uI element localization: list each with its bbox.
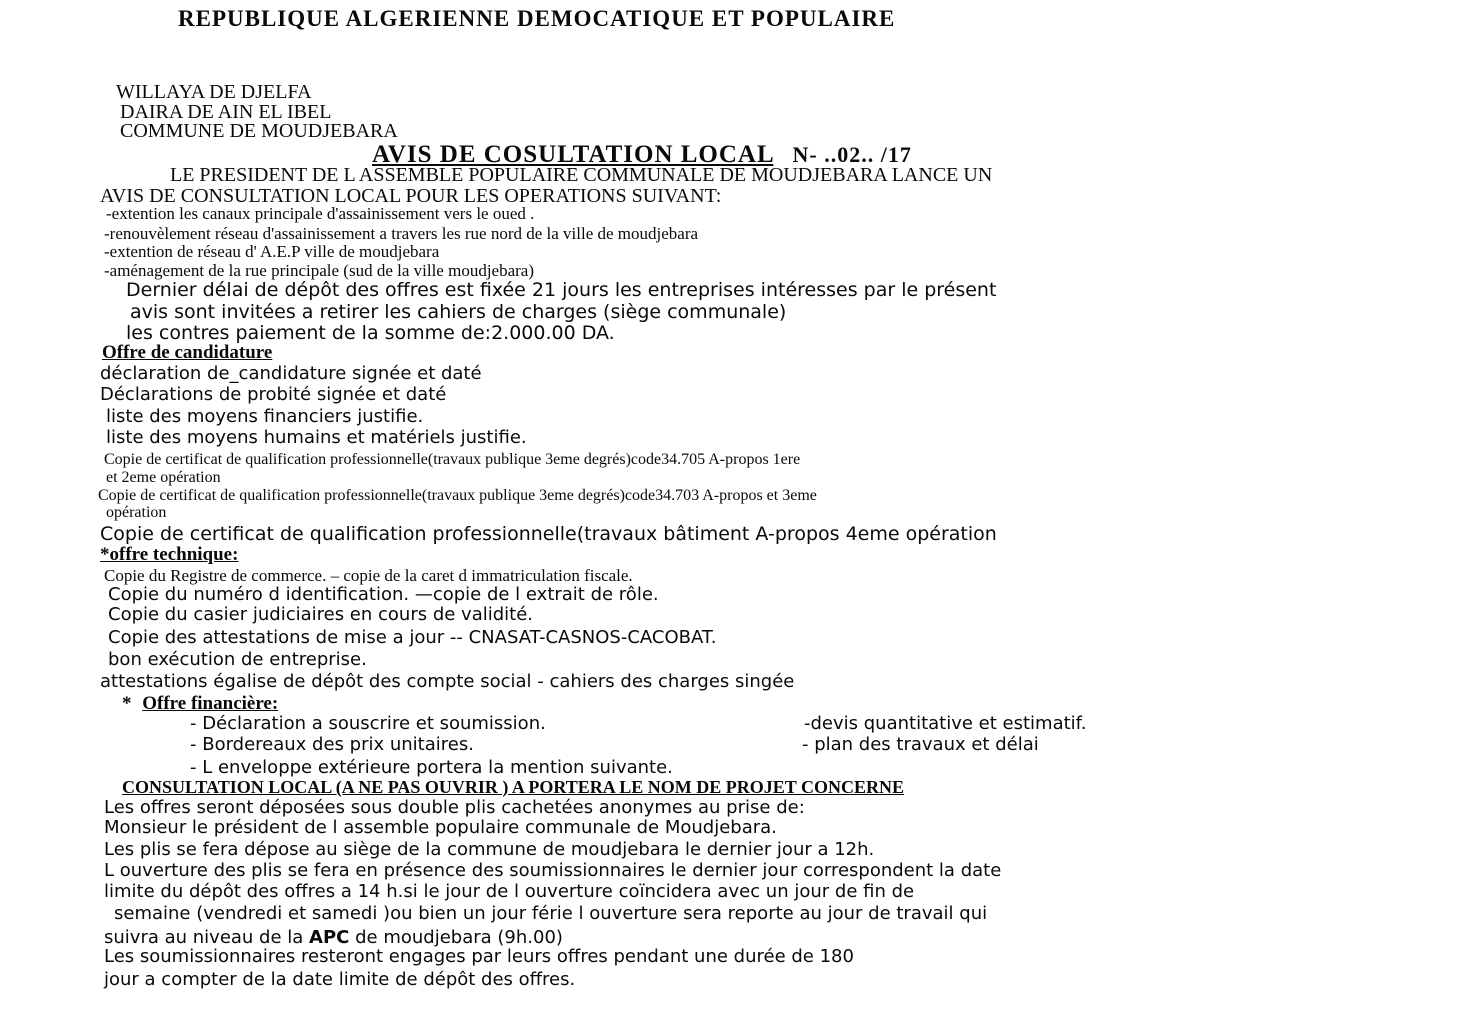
daira-line: DAIRA DE AIN EL IBEL bbox=[120, 101, 332, 123]
technique-heading: *offre technique: bbox=[100, 544, 239, 565]
intro-line-2: AVIS DE CONSULTATION LOCAL POUR LES OPERATIONS SUIVANT: bbox=[100, 185, 722, 207]
notice-title: AVIS DE COSULTATION LOCAL bbox=[372, 141, 774, 168]
operation-item: -renouvèlement réseau d'assainissement a travers les rue nord de la ville de moudjebara bbox=[104, 224, 699, 243]
notice-number: N- ..02.. /17 bbox=[792, 142, 912, 167]
closing-line: semaine (vendredi et samedi )ou bien un jour férie l ouverture sera reporte au jour de travail qui bbox=[114, 903, 988, 924]
financiere-bullet: * bbox=[122, 693, 132, 714]
financiere-item: - L enveloppe extérieure portera la mention suivante. bbox=[190, 757, 673, 778]
apc-text-before: suivra au niveau de la bbox=[104, 927, 310, 948]
technique-item: bon exécution de entreprise. bbox=[108, 649, 367, 670]
envelope-mention: CONSULTATION LOCAL (A NE PAS OUVRIR ) A PORTERA LE NOM DE PROJET CONCERNE bbox=[122, 777, 904, 797]
apc-bold: APC bbox=[309, 927, 350, 948]
republic-heading: REPUBLIQUE ALGERIENNE DEMOCATIQUE ET POPULAIRE bbox=[178, 6, 896, 31]
financiere-item: -devis quantitative et estimatif. bbox=[804, 713, 1087, 734]
financiere-item: - Déclaration a souscrire et soumission. bbox=[190, 713, 546, 734]
closing-line: jour a compter de la date limite de dépôt des offres. bbox=[104, 969, 576, 990]
financiere-item: - Bordereaux des prix unitaires. bbox=[190, 734, 474, 755]
deadline-line-2: avis sont invitées a retirer les cahiers de charges (siège communale) bbox=[130, 301, 787, 323]
closing-line: L ouverture des plis se fera en présence des soumissionnaires le dernier jour correspondent la date bbox=[104, 860, 1002, 881]
closing-line: Monsieur le président de l assemble populaire communale de Moudjebara. bbox=[104, 817, 777, 838]
candidature-heading: Offre de candidature bbox=[102, 342, 273, 363]
candidature-item: Copie de certificat de qualification professionnelle(travaux bâtiment A-propos 4eme opération bbox=[100, 523, 997, 545]
candidature-item: liste des moyens financiers justifie. bbox=[106, 406, 424, 427]
candidature-item: déclaration de_candidature signée et daté bbox=[100, 363, 482, 384]
technique-item: Copie des attestations de mise a jour -- CNASAT-CASNOS-CACOBAT. bbox=[108, 627, 717, 648]
closing-line: limite du dépôt des offres a 14 h.si le jour de l ouverture coïncidera avec un jour de fin de bbox=[104, 881, 915, 902]
technique-item: Copie du Registre de commerce. – copie de la caret d immatriculation fiscale. bbox=[104, 566, 633, 585]
operation-item: -extention de réseau d' A.E.P ville de moudjebara bbox=[104, 242, 440, 261]
closing-line: Les offres seront déposées sous double plis cachetées anonymes au prise de: bbox=[104, 797, 805, 818]
deadline-line-3: les contres paiement de la somme de:2.000.00 DA. bbox=[126, 322, 615, 344]
deadline-line-1: Dernier délai de dépôt des offres est fixée 21 jours les entreprises intéresses par le présent bbox=[126, 279, 997, 301]
apc-text-after: de moudjebara (9h.00) bbox=[349, 927, 563, 948]
commune-line: COMMUNE DE MOUDJEBARA bbox=[120, 120, 398, 142]
willaya-line: WILLAYA DE DJELFA bbox=[116, 81, 312, 103]
financiere-heading-row bbox=[122, 694, 278, 713]
candidature-item: Copie de certificat de qualification professionnelle(travaux publique 3eme degrés)code34.703 A-propos et 3eme bbox=[98, 487, 817, 504]
technique-item: Copie du casier judiciaires en cours de validité. bbox=[108, 604, 534, 625]
closing-line: Les plis se fera dépose au siège de la commune de moudjebara le dernier jour a 12h. bbox=[104, 839, 875, 860]
financiere-item: - plan des travaux et délai bbox=[802, 734, 1039, 755]
closing-line-apc bbox=[104, 929, 563, 947]
financiere-heading: Offre financière: bbox=[142, 693, 279, 714]
intro-line-1: LE PRESIDENT DE L ASSEMBLE POPULAIRE COMMUNALE DE MOUDJEBARA LANCE UN bbox=[170, 164, 993, 186]
candidature-item: Déclarations de probité signée et daté bbox=[100, 384, 447, 405]
closing-line: Les soumissionnaires resteront engages par leurs offres pendant une durée de 180 bbox=[104, 946, 854, 967]
candidature-item: opération bbox=[106, 504, 167, 521]
operation-item: -extention les canaux principale d'assainissement vers le oued . bbox=[106, 204, 535, 223]
technique-item: Copie du numéro d identification. —copie de l extrait de rôle. bbox=[108, 584, 659, 605]
operation-item: -aménagement de la rue principale (sud de la ville moudjebara) bbox=[104, 261, 535, 280]
candidature-item: et 2eme opération bbox=[106, 469, 221, 486]
candidature-item: liste des moyens humains et matériels justifie. bbox=[106, 427, 527, 448]
technique-item: attestations égalise de dépôt des compte social - cahiers des charges singée bbox=[100, 671, 795, 692]
candidature-item: Copie de certificat de qualification professionnelle(travaux publique 3eme degrés)code34.705 A-propos 1ere bbox=[104, 451, 801, 468]
